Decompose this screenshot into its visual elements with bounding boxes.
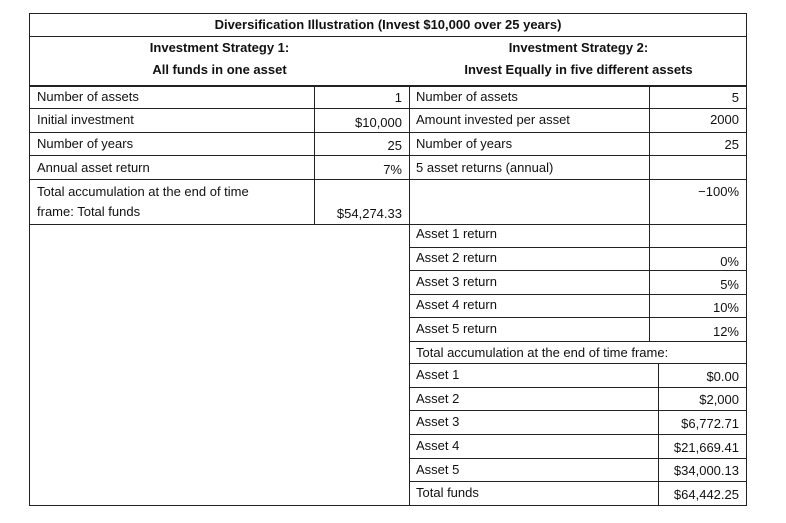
row-line-2 [29,132,747,133]
total-funds-value: $64,442.25 [673,487,739,502]
s1-row-label: Number of assets [37,89,139,104]
asset-return-value: 12% [712,324,739,339]
accumulation-value: $6,772.71 [681,416,739,431]
strategy2-heading-line2: Invest Equally in five different assets [464,62,693,77]
row-line-4 [29,179,747,180]
strategy2-heading-line1: Investment Strategy 2: [508,40,649,55]
asset-return-label: Asset 1 return [416,226,497,241]
table-title: Diversification Illustration (Invest $10,000 over 25 years) [214,17,562,32]
s2-col-divider-top [649,86,650,225]
header-divider-double [29,86,747,87]
accumulation-value: $34,000.13 [673,463,739,478]
strategy1-heading-line1: Investment Strategy 1: [149,40,290,55]
accumulation-value: $2,000 [699,392,739,407]
accumulation-value: $0.00 [706,369,739,384]
s1-row-label: Annual asset return [37,160,150,175]
s1-col-divider [314,86,315,225]
s2-col-divider-mid [649,224,650,342]
row-line-1 [29,108,747,109]
s2-row-value: 5 [731,90,739,105]
asset-return-value: 10% [712,300,739,315]
row-line-3 [29,155,747,156]
accumulation-heading: Total accumulation at the end of time frame: [416,345,669,360]
acc-line-2 [410,410,747,411]
ret-line-1 [410,247,747,248]
asset-return-label: Asset 3 return [416,274,497,289]
s2-row-value: 2000 [710,112,739,127]
s1-row-value: 1 [394,90,402,105]
asset-return-value: 5% [720,277,739,292]
acc-line-1 [410,387,747,388]
asset-return-label: Asset 4 return [416,297,497,312]
s2-row-value: 25 [724,137,739,152]
ret-line-4 [410,317,747,318]
center-divider [409,86,410,506]
ret-line-2 [410,270,747,271]
row-line-5 [29,224,747,225]
asset-return-value: 0% [720,254,739,269]
accumulation-label: Asset 2 [416,391,460,406]
strategy1-heading-line2: All funds in one asset [152,62,287,77]
accumulation-value: $21,669.41 [673,440,739,455]
accumulation-label: Asset 4 [416,438,460,453]
ret-line-5 [410,341,747,342]
acc-line-0 [410,363,747,364]
s1-row-label: Number of years [37,136,134,151]
s1-row-value: 25 [387,138,402,153]
s1-total-label-line1: Total accumulation at the end of time [37,184,249,199]
asset-return-label: Asset 5 return [416,321,497,336]
acc-line-5 [410,481,747,482]
s1-row-label: Initial investment [37,112,134,127]
s2-row-label: Amount invested per asset [416,112,570,127]
table-border-bottom [29,505,747,506]
s1-total-label-line2: frame: Total funds [37,204,141,219]
acc-line-3 [410,434,747,435]
ret-line-3 [410,294,747,295]
s1-row-value: 7% [383,162,402,177]
s1-row-value: $10,000 [355,115,402,130]
s2-col-divider-bottom [658,363,659,506]
title-divider [29,36,747,37]
accumulation-label: Asset 3 [416,414,460,429]
s2-row-label: Number of years [416,136,513,151]
asset-return-label: Asset 2 return [416,250,497,265]
accumulation-label: Asset 5 [416,462,460,477]
accumulation-label: Asset 1 [416,367,460,382]
s1-total-value: $54,274.33 [336,206,402,221]
acc-line-4 [410,458,747,459]
s2-row-label: Number of assets [416,89,518,104]
total-funds-label: Total funds [416,485,479,500]
s2-row-label: 5 asset returns (annual) [416,160,554,175]
asset-return-value: −100% [698,184,739,199]
table-border-top [29,13,747,14]
